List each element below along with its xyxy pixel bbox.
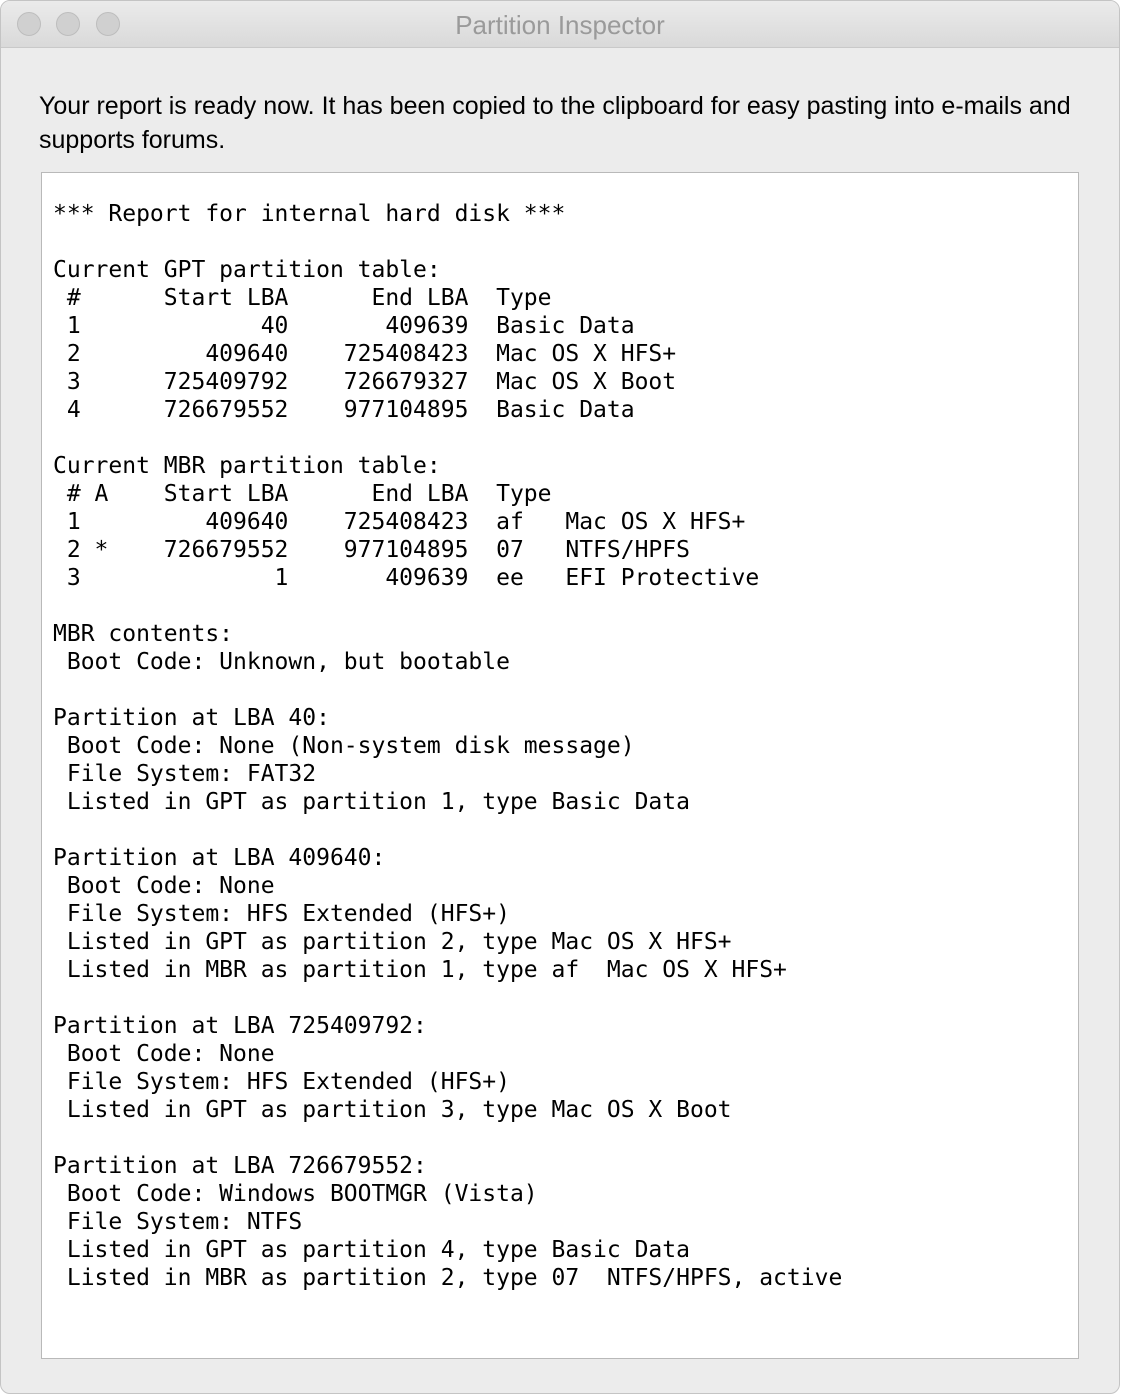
- window-title: Partition Inspector: [455, 10, 665, 40]
- report-text-area[interactable]: [41, 172, 1079, 1359]
- title-bar[interactable]: [1, 1, 1119, 48]
- report-ready-message: Your report is ready now. It has been copied to the clipboard for easy pasting into e-mails and supports forums.: [39, 92, 1071, 154]
- report-text[interactable]: *** Report for internal hard disk *** Current GPT partition table: # Start LBA End LBA Type 1 40 409639 Basic Data 2 409640 725408423 Mac OS X HFS+ 3 725409792 726679327 Mac OS X Boot 4 726679552 977104895 Basic Data Current MBR partition table: # A Start LBA End LBA Type 1 409640 725408423 af Mac OS X HFS+ 2 * 726679552 977104895 07 NTFS/HPFS 3 1 409639 ee EFI Protective MBR contents: Boot Code: Unknown, but bootable Partition at LBA 40: Boot Code: None (Non-system disk message) File System: FAT32 Listed in GPT as partition 1, type Basic Data Partition at LBA 409640: Boot Code: None File System: HFS Extended (HFS+) Listed in GPT as partition 2, type Mac OS X HFS+ Listed in MBR as partition 1, type af Mac OS X HFS+ Partition at LBA 725409792: Boot Code: None File System: HFS Extended (HFS+) Listed in GPT as partition 3, type Mac OS X Boot Partition at LBA 726679552: Boot Code: Windows BOOTMGR (Vista) File System: NTFS Listed in GPT as partition 4, type Basic Data Listed in MBR as partition 2, type 07 NTFS/HPFS, active: [53, 201, 843, 1291]
